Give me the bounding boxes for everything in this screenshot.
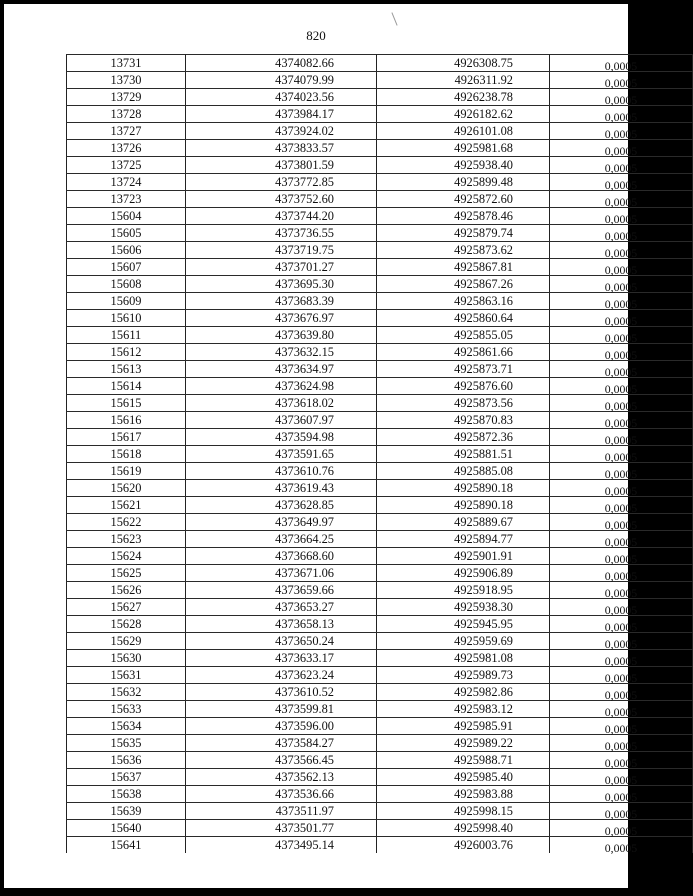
point-number-cell: 15624 [67,548,186,565]
point-number-cell: 15614 [67,378,186,395]
error-value-text: 0,0005 [604,144,638,158]
error-value-cell [550,480,693,497]
error-value-cell [550,225,693,242]
error-value-cell [550,565,693,582]
table-row [67,514,693,531]
point-number-cell: 15633 [67,701,186,718]
error-value-text: 0,0005 [604,501,638,515]
x-coordinate-cell: 4373659.66 [186,582,377,599]
error-value-cell [550,327,693,344]
error-value-cell [550,820,693,837]
error-value-text: 0,0005 [604,654,638,668]
table-row [67,633,693,650]
table-row [67,157,693,174]
table-row [67,480,693,497]
table-row [67,463,693,480]
table-row [67,616,693,633]
table-row [67,89,693,106]
point-number-cell: 13723 [67,191,186,208]
point-number-cell: 15606 [67,242,186,259]
error-value-text: 0,0005 [604,59,638,73]
x-coordinate-cell: 4373536.66 [186,786,377,803]
point-number-cell: 13728 [67,106,186,123]
error-value-cell [550,548,693,565]
y-coordinate-cell: 4925872.60 [377,191,550,208]
error-value-cell [550,123,693,140]
table-row [67,429,693,446]
table-row [67,276,693,293]
error-value-text: 0,0005 [604,586,638,600]
error-value-cell [550,242,693,259]
y-coordinate-cell: 4925873.56 [377,395,550,412]
x-coordinate-cell: 4373649.97 [186,514,377,531]
point-number-cell: 13724 [67,174,186,191]
table-row [67,718,693,735]
y-coordinate-cell: 4925918.95 [377,582,550,599]
y-coordinate-cell: 4926182.62 [377,106,550,123]
table-row [67,242,693,259]
table-row [67,684,693,701]
error-value-text: 0,0005 [604,739,638,753]
error-value-cell [550,599,693,616]
error-value-text: 0,0005 [604,331,638,345]
point-number-cell: 13731 [67,55,186,72]
error-value-cell [550,701,693,718]
table-row [67,820,693,837]
y-coordinate-cell: 4926003.76 [377,837,550,854]
error-value-text: 0,0005 [604,773,638,787]
table-row [67,599,693,616]
x-coordinate-cell: 4373639.80 [186,327,377,344]
table-row [67,395,693,412]
point-number-cell: 13727 [67,123,186,140]
point-number-cell: 13726 [67,140,186,157]
y-coordinate-cell: 4925881.51 [377,446,550,463]
error-value-cell [550,174,693,191]
point-number-cell: 15630 [67,650,186,667]
point-number-cell: 15640 [67,820,186,837]
x-coordinate-cell: 4373653.27 [186,599,377,616]
error-value-text: 0,0005 [604,246,638,260]
error-value-cell [550,89,693,106]
error-value-cell [550,72,693,89]
point-number-cell: 13725 [67,157,186,174]
x-coordinate-cell: 4373628.85 [186,497,377,514]
point-number-cell: 15635 [67,735,186,752]
table-row [67,378,693,395]
error-value-text: 0,0005 [604,552,638,566]
error-value-text: 0,0005 [604,229,638,243]
table-row [67,72,693,89]
x-coordinate-cell: 4373511.97 [186,803,377,820]
x-coordinate-cell: 4373744.20 [186,208,377,225]
x-coordinate-cell: 4373658.13 [186,616,377,633]
x-coordinate-cell: 4374082.66 [186,55,377,72]
x-coordinate-cell: 4373584.27 [186,735,377,752]
y-coordinate-cell: 4925876.60 [377,378,550,395]
x-coordinate-cell: 4373924.02 [186,123,377,140]
x-coordinate-cell: 4373719.75 [186,242,377,259]
y-coordinate-cell: 4925890.18 [377,497,550,514]
x-coordinate-cell: 4373495.14 [186,837,377,854]
table-row [67,310,693,327]
coordinates-table-body [67,55,693,854]
error-value-cell [550,208,693,225]
error-value-text: 0,0005 [604,433,638,447]
error-value-text: 0,0005 [604,297,638,311]
error-value-cell [550,786,693,803]
error-value-cell [550,412,693,429]
error-value-text: 0,0005 [604,399,638,413]
point-number-cell: 15631 [67,667,186,684]
table-row [67,106,693,123]
error-value-text: 0,0005 [604,76,638,90]
y-coordinate-cell: 4925988.71 [377,752,550,769]
y-coordinate-cell: 4925998.15 [377,803,550,820]
error-value-cell [550,582,693,599]
y-coordinate-cell: 4925989.73 [377,667,550,684]
y-coordinate-cell: 4925867.81 [377,259,550,276]
point-number-cell: 15623 [67,531,186,548]
table-row [67,55,693,72]
point-number-cell: 15615 [67,395,186,412]
table-row [67,803,693,820]
error-value-text: 0,0005 [604,824,638,838]
point-number-cell: 13729 [67,89,186,106]
error-value-cell [550,769,693,786]
point-number-cell: 15609 [67,293,186,310]
error-value-text: 0,0005 [604,467,638,481]
y-coordinate-cell: 4925998.40 [377,820,550,837]
point-number-cell: 15604 [67,208,186,225]
y-coordinate-cell: 4925906.89 [377,565,550,582]
error-value-text: 0,0005 [604,263,638,277]
y-coordinate-cell: 4925885.08 [377,463,550,480]
y-coordinate-cell: 4925855.05 [377,327,550,344]
point-number-cell: 15627 [67,599,186,616]
error-value-text: 0,0005 [604,722,638,736]
y-coordinate-cell: 4926238.78 [377,89,550,106]
x-coordinate-cell: 4373632.15 [186,344,377,361]
x-coordinate-cell: 4373610.52 [186,684,377,701]
error-value-text: 0,0005 [604,314,638,328]
x-coordinate-cell: 4373566.45 [186,752,377,769]
error-value-text: 0,0005 [604,569,638,583]
error-value-text: 0,0005 [604,110,638,124]
y-coordinate-cell: 4925981.08 [377,650,550,667]
error-value-text: 0,0005 [604,416,638,430]
error-value-cell [550,497,693,514]
x-coordinate-cell: 4373594.98 [186,429,377,446]
point-number-cell: 15634 [67,718,186,735]
table-row [67,497,693,514]
table-row [67,701,693,718]
x-coordinate-cell: 4373599.81 [186,701,377,718]
error-value-cell [550,106,693,123]
point-number-cell: 15637 [67,769,186,786]
y-coordinate-cell: 4925872.36 [377,429,550,446]
table-row [67,140,693,157]
error-value-text: 0,0005 [604,212,638,226]
table-row [67,786,693,803]
error-value-text: 0,0005 [604,603,638,617]
table-row [67,208,693,225]
x-coordinate-cell: 4373607.97 [186,412,377,429]
error-value-cell [550,157,693,174]
x-coordinate-cell: 4373772.85 [186,174,377,191]
table-row [67,565,693,582]
x-coordinate-cell: 4373668.60 [186,548,377,565]
x-coordinate-cell: 4373664.25 [186,531,377,548]
y-coordinate-cell: 4925879.74 [377,225,550,242]
error-value-cell [550,735,693,752]
point-number-cell: 15619 [67,463,186,480]
error-value-text: 0,0005 [604,671,638,685]
error-value-text: 0,0005 [604,841,638,855]
error-value-text: 0,0005 [604,450,638,464]
x-coordinate-cell: 4373624.98 [186,378,377,395]
table-row [67,225,693,242]
x-coordinate-cell: 4373634.97 [186,361,377,378]
error-value-text: 0,0005 [604,178,638,192]
y-coordinate-cell: 4925867.26 [377,276,550,293]
error-value-text: 0,0005 [604,484,638,498]
y-coordinate-cell: 4925959.69 [377,633,550,650]
y-coordinate-cell: 4926101.08 [377,123,550,140]
x-coordinate-cell: 4373618.02 [186,395,377,412]
table-row [67,752,693,769]
error-value-cell [550,463,693,480]
y-coordinate-cell: 4925938.40 [377,157,550,174]
error-value-text: 0,0005 [604,688,638,702]
point-number-cell: 15616 [67,412,186,429]
point-number-cell: 15629 [67,633,186,650]
error-value-text: 0,0005 [604,705,638,719]
point-number-cell: 15607 [67,259,186,276]
table-row [67,769,693,786]
y-coordinate-cell: 4926308.75 [377,55,550,72]
error-value-text: 0,0005 [604,127,638,141]
point-number-cell: 15608 [67,276,186,293]
error-value-text: 0,0005 [604,756,638,770]
error-value-cell [550,140,693,157]
table-row [67,667,693,684]
table-row [67,735,693,752]
error-value-cell [550,378,693,395]
error-value-cell [550,514,693,531]
y-coordinate-cell: 4925861.66 [377,344,550,361]
y-coordinate-cell: 4925860.64 [377,310,550,327]
x-coordinate-cell: 4373752.60 [186,191,377,208]
y-coordinate-cell: 4925889.67 [377,514,550,531]
error-value-text: 0,0005 [604,637,638,651]
point-number-cell: 15611 [67,327,186,344]
table-row [67,837,693,854]
error-value-cell [550,803,693,820]
error-value-cell [550,667,693,684]
error-value-text: 0,0005 [604,518,638,532]
point-number-cell: 15639 [67,803,186,820]
error-value-text: 0,0005 [604,807,638,821]
x-coordinate-cell: 4373801.59 [186,157,377,174]
table-row [67,650,693,667]
point-number-cell: 15620 [67,480,186,497]
point-number-cell: 15618 [67,446,186,463]
error-value-text: 0,0005 [604,620,638,634]
point-number-cell: 15641 [67,837,186,854]
x-coordinate-cell: 4373695.30 [186,276,377,293]
table-row [67,344,693,361]
y-coordinate-cell: 4925894.77 [377,531,550,548]
y-coordinate-cell: 4925985.91 [377,718,550,735]
x-coordinate-cell: 4373596.00 [186,718,377,735]
error-value-cell [550,191,693,208]
x-coordinate-cell: 4373623.24 [186,667,377,684]
point-number-cell: 15638 [67,786,186,803]
error-value-cell [550,395,693,412]
error-value-text: 0,0005 [604,790,638,804]
error-value-cell [550,650,693,667]
table-row [67,531,693,548]
table-row [67,174,693,191]
point-number-cell: 15626 [67,582,186,599]
error-value-cell [550,344,693,361]
point-number-cell: 15617 [67,429,186,446]
table-row [67,446,693,463]
error-value-text: 0,0005 [604,348,638,362]
x-coordinate-cell: 4373736.55 [186,225,377,242]
y-coordinate-cell: 4925938.30 [377,599,550,616]
x-coordinate-cell: 4373683.39 [186,293,377,310]
y-coordinate-cell: 4925873.62 [377,242,550,259]
error-value-cell [550,310,693,327]
error-value-cell [550,633,693,650]
table-row [67,259,693,276]
y-coordinate-cell: 4925983.88 [377,786,550,803]
point-number-cell: 15621 [67,497,186,514]
error-value-cell [550,752,693,769]
y-coordinate-cell: 4925899.48 [377,174,550,191]
y-coordinate-cell: 4925989.22 [377,735,550,752]
y-coordinate-cell: 4925863.16 [377,293,550,310]
x-coordinate-cell: 4373833.57 [186,140,377,157]
table-row [67,582,693,599]
x-coordinate-cell: 4373591.65 [186,446,377,463]
error-value-cell [550,293,693,310]
error-value-cell [550,429,693,446]
point-number-cell: 15625 [67,565,186,582]
x-coordinate-cell: 4373501.77 [186,820,377,837]
y-coordinate-cell: 4925873.71 [377,361,550,378]
error-value-text: 0,0005 [604,382,638,396]
x-coordinate-cell: 4373701.27 [186,259,377,276]
x-coordinate-cell: 4373619.43 [186,480,377,497]
y-coordinate-cell: 4925983.12 [377,701,550,718]
error-value-cell [550,55,693,72]
table-row [67,412,693,429]
error-value-cell [550,531,693,548]
error-value-text: 0,0005 [604,365,638,379]
point-number-cell: 15636 [67,752,186,769]
table-row [67,361,693,378]
error-value-cell [550,446,693,463]
table-row [67,327,693,344]
point-number-cell: 15628 [67,616,186,633]
table-row [67,293,693,310]
y-coordinate-cell: 4925945.95 [377,616,550,633]
coordinates-table [66,54,693,853]
point-number-cell: 15613 [67,361,186,378]
document-page [4,4,638,888]
point-number-cell: 15612 [67,344,186,361]
error-value-text: 0,0005 [604,93,638,107]
y-coordinate-cell: 4925878.46 [377,208,550,225]
point-number-cell: 13730 [67,72,186,89]
point-number-cell: 15610 [67,310,186,327]
x-coordinate-cell: 4373610.76 [186,463,377,480]
y-coordinate-cell: 4925981.68 [377,140,550,157]
x-coordinate-cell: 4373650.24 [186,633,377,650]
error-value-text: 0,0005 [604,280,638,294]
x-coordinate-cell: 4373671.06 [186,565,377,582]
error-value-cell [550,276,693,293]
y-coordinate-cell: 4926311.92 [377,72,550,89]
error-value-text: 0,0005 [604,535,638,549]
page-number: 820 [306,28,326,43]
error-value-text: 0,0005 [604,195,638,209]
x-coordinate-cell: 4373676.97 [186,310,377,327]
x-coordinate-cell: 4373562.13 [186,769,377,786]
y-coordinate-cell: 4925890.18 [377,480,550,497]
x-coordinate-cell: 4374079.99 [186,72,377,89]
x-coordinate-cell: 4373984.17 [186,106,377,123]
x-coordinate-cell: 4373633.17 [186,650,377,667]
y-coordinate-cell: 4925901.91 [377,548,550,565]
point-number-cell: 15632 [67,684,186,701]
error-value-text: 0,0005 [604,161,638,175]
x-coordinate-cell: 4374023.56 [186,89,377,106]
point-number-cell: 15605 [67,225,186,242]
point-number-cell: 15622 [67,514,186,531]
table-row [67,123,693,140]
error-value-cell [550,684,693,701]
y-coordinate-cell: 4925870.83 [377,412,550,429]
y-coordinate-cell: 4925985.40 [377,769,550,786]
scan-artifact-mark [391,12,397,25]
table-row [67,191,693,208]
error-value-cell [550,361,693,378]
table-row [67,548,693,565]
error-value-cell [550,259,693,276]
y-coordinate-cell: 4925982.86 [377,684,550,701]
error-value-cell [550,616,693,633]
error-value-cell [550,718,693,735]
